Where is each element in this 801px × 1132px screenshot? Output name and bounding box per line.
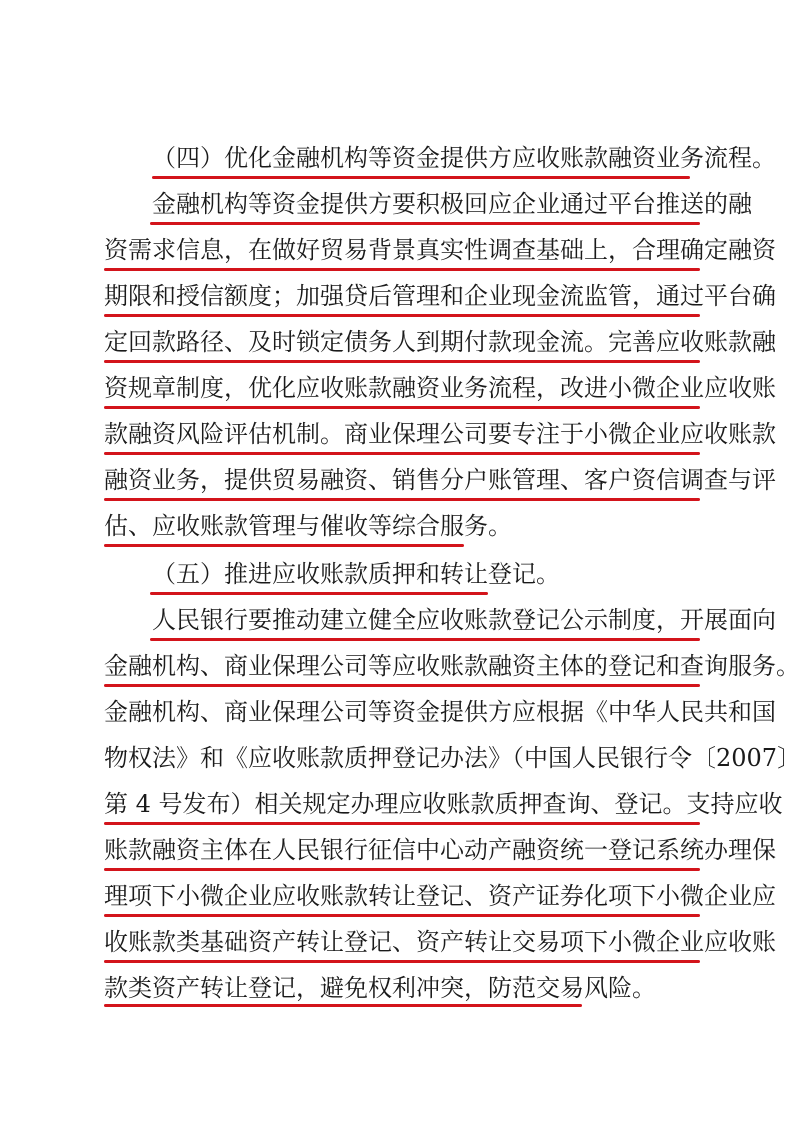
paragraph-line: 金融机构等资金提供方要积极回应企业通过平台推送的融 xyxy=(152,190,752,218)
paragraph-line: 人民银行要推动建立健全应收账款登记公示制度，开展面向 xyxy=(152,606,776,634)
heading-section-4: （四）优化金融机构等资金提供方应收账款融资业务流程。 xyxy=(152,144,776,172)
red-underline xyxy=(104,498,700,501)
paragraph-line: 资规章制度，优化应收账款融资业务流程，改进小微企业应收账 xyxy=(104,374,776,402)
paragraph-line: 款融资风险评估机制。商业保理公司要专注于小微企业应收账款 xyxy=(104,420,776,448)
paragraph-line: 第 4 号发布）相关规定办理应收账款质押查询、登记。支持应收 xyxy=(104,790,783,818)
paragraph-line: 收账款类基础资产转让登记、资产转让交易项下小微企业应收账 xyxy=(104,928,776,956)
red-underline xyxy=(150,592,488,595)
paragraph-line: 资需求信息，在做好贸易背景真实性调查基础上，合理确定融资 xyxy=(104,236,776,264)
paragraph-line: 账款融资主体在人民银行征信中心动产融资统一登记系统办理保 xyxy=(104,836,776,864)
red-underline xyxy=(104,360,700,363)
red-underline xyxy=(104,268,700,271)
red-underline xyxy=(152,176,690,179)
red-underline xyxy=(150,638,700,641)
red-underline xyxy=(104,684,700,687)
paragraph-line: 金融机构、商业保理公司等资金提供方应根据《中华人民共和国 xyxy=(104,698,776,726)
red-underline xyxy=(104,960,700,963)
red-underline xyxy=(104,914,700,917)
paragraph-line: 款类资产转让登记，避免权利冲突，防范交易风险。 xyxy=(104,974,656,1002)
red-underline xyxy=(104,452,700,455)
paragraph-line: 物权法》和《应收账款质押登记办法》（中国人民银行令〔2007〕 xyxy=(104,744,801,772)
paragraph-line: 理项下小微企业应收账款转让登记、资产证券化项下小微企业应 xyxy=(104,882,776,910)
paragraph-line: 融资业务，提供贸易融资、销售分户账管理、客户资信调查与评 xyxy=(104,466,776,494)
paragraph-line: 估、应收账款管理与催收等综合服务。 xyxy=(104,512,512,540)
paragraph-line: 定回款路径、及时锁定债务人到期付款现金流。完善应收账款融 xyxy=(104,328,776,356)
red-underline xyxy=(104,1004,582,1007)
red-underline xyxy=(104,868,700,871)
red-underline xyxy=(104,314,700,317)
red-underline xyxy=(104,822,700,825)
red-underline xyxy=(104,406,700,409)
paragraph-line: 金融机构、商业保理公司等应收账款融资主体的登记和查询服务。 xyxy=(104,652,800,680)
heading-section-5: （五）推进应收账款质押和转让登记。 xyxy=(152,560,560,588)
paragraph-line: 期限和授信额度；加强贷后管理和企业现金流监管，通过平台确 xyxy=(104,282,776,310)
red-underline xyxy=(150,222,700,225)
red-underline xyxy=(104,544,464,547)
